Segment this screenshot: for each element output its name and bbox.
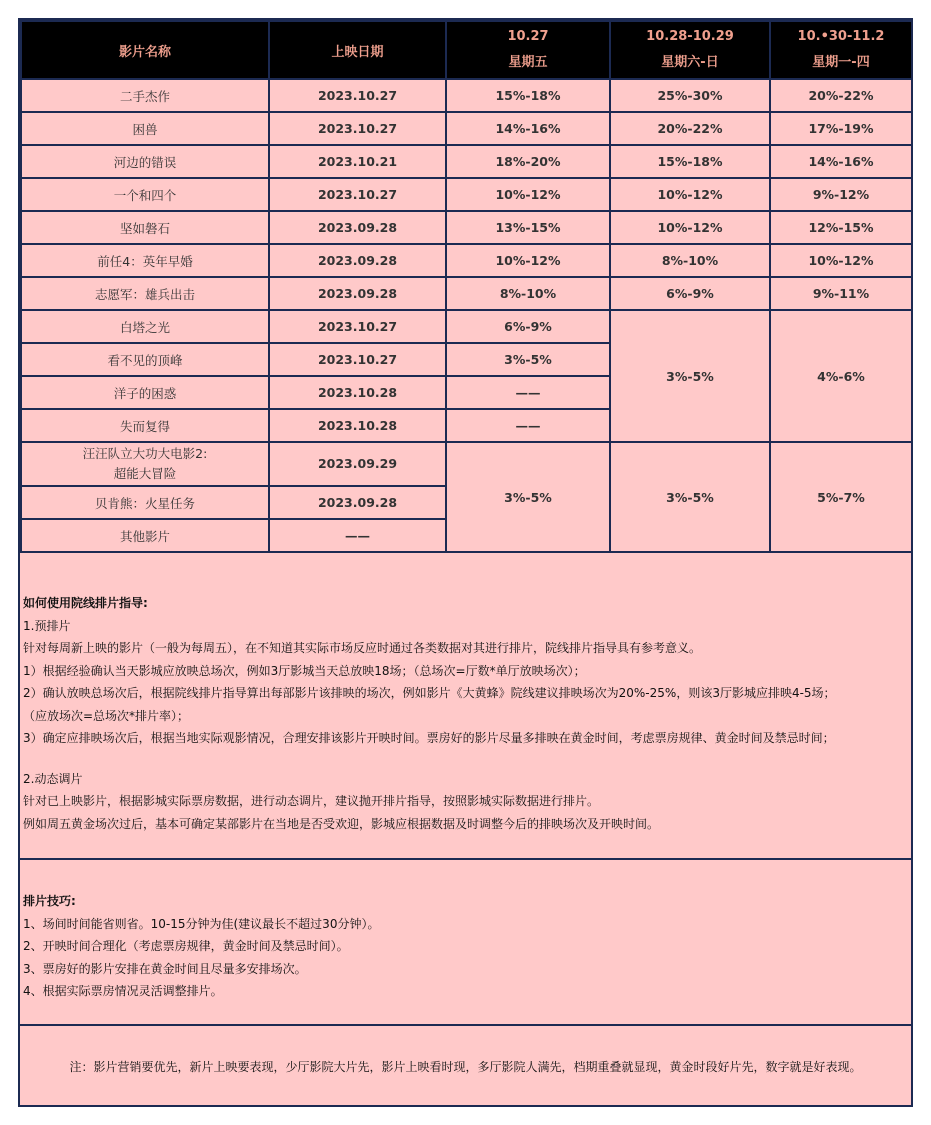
rate-period-2: 6%-9%: [610, 277, 770, 310]
release-date: 2023.10.21: [269, 145, 446, 178]
film-name: 志愿军：雄兵出击: [21, 277, 269, 310]
film-name: 贝肯熊：火星任务: [21, 486, 269, 519]
rate-period-1: 10%-12%: [446, 178, 610, 211]
release-date: 2023.10.27: [269, 112, 446, 145]
table-row: [21, 112, 912, 145]
period-1-date: 10.27: [507, 29, 549, 44]
release-date: 2023.10.27: [269, 178, 446, 211]
table-row: [21, 277, 912, 310]
guide-line: 例如周五黄金场次过后，基本可确定某部影片在当地是否受欢迎，影城应根据数据及时调整今后的排映场次及开映时间。: [23, 816, 660, 831]
rate-period-2: 15%-18%: [610, 145, 770, 178]
guide-line: 3）确定应排映场次后，根据当地实际观影情况，合理安排该影片开映时间。票房好的影片尽量多排映在黄金时间，考虑票房规律、黄金时间及禁忌时间；: [23, 731, 835, 745]
header-period-1: [446, 21, 610, 79]
release-date: 2023.09.29: [269, 442, 446, 486]
rate-period-3: 20%-22%: [770, 79, 912, 112]
release-date: 2023.09.28: [269, 486, 446, 519]
release-date: 2023.10.28: [269, 376, 446, 409]
spacer: [23, 750, 911, 768]
rate-period-1: 14%-16%: [446, 112, 610, 145]
guide-subtitle-preschedule: 1.预排片: [23, 618, 71, 633]
header-period-2: [610, 21, 770, 79]
rate-period-3: 14%-16%: [770, 145, 912, 178]
release-date: 2023.09.28: [269, 277, 446, 310]
release-date: ——: [269, 519, 446, 552]
film-name: 白塔之光: [21, 310, 269, 343]
footer-note: 注：影片营销要优先，新片上映要表现，少厅影院大片先，影片上映看时现，多厅影院人满先，档期重叠就显现，黄金时段好片先，数字就是好表现。: [69, 1060, 862, 1074]
tips-title: 排片技巧:: [23, 894, 76, 908]
release-date: 2023.09.28: [269, 244, 446, 277]
film-name: 洋子的困惑: [21, 376, 269, 409]
header-film-name: 影片名称: [21, 21, 269, 79]
film-name: 一个和四个: [21, 178, 269, 211]
release-date: 2023.09.28: [269, 211, 446, 244]
rate-period-1: 18%-20%: [446, 145, 610, 178]
table-row: [21, 79, 912, 112]
rate-period-2: 25%-30%: [610, 79, 770, 112]
film-name-line-1: 汪汪队立大功大电影2:: [82, 446, 208, 461]
table-row: [21, 211, 912, 244]
film-name: [21, 442, 269, 486]
table-row: [21, 442, 912, 486]
guide-line: 2）确认放映总场次后，根据院线排片指导算出每部影片该排映的场次，例如影片《大黄蜂》院线建议排映场次为20%-25%，则该3厅影城应排映4-5场；: [23, 686, 836, 700]
guide-line: 1）根据经验确认当天影城应放映总场次，例如3厅影城当天总放映18场；（总场次=厅数*单厅放映场次）；: [23, 663, 586, 678]
period-1-day: 星期五: [508, 55, 548, 70]
film-name: 河边的错误: [21, 145, 269, 178]
table-row: [21, 145, 912, 178]
rate-period-1: 8%-10%: [446, 277, 610, 310]
guide-line: （应放场次=总场次*排片率）；: [23, 708, 190, 723]
merged-rate-period-1-group-2: 3%-5%: [446, 442, 610, 552]
note-section: [20, 1026, 911, 1105]
film-name: 其他影片: [21, 519, 269, 552]
period-2-date: 10.28-10.29: [646, 29, 734, 44]
table-row: [21, 178, 912, 211]
rate-period-3: 12%-15%: [770, 211, 912, 244]
table-row: [21, 244, 912, 277]
schedule-table: [20, 20, 913, 553]
rate-period-1: 6%-9%: [446, 310, 610, 343]
table-header-row: [21, 21, 912, 79]
rate-period-1: 13%-15%: [446, 211, 610, 244]
schedule-document: [18, 18, 913, 1107]
guide-title: 如何使用院线排片指导:: [23, 596, 148, 610]
film-name: 二手杰作: [21, 79, 269, 112]
merged-rate-period-2-group-1: 3%-5%: [610, 310, 770, 442]
period-3-day: 星期一-四: [812, 55, 870, 70]
tips-section: [20, 860, 911, 1026]
film-name: 坚如磐石: [21, 211, 269, 244]
rate-period-3: 9%-12%: [770, 178, 912, 211]
rate-period-1: 3%-5%: [446, 343, 610, 376]
rate-period-2: 10%-12%: [610, 211, 770, 244]
guide-subtitle-dynamic: 2.动态调片: [23, 771, 83, 786]
merged-rate-period-3-group-2: 5%-7%: [770, 442, 912, 552]
period-2-day: 星期六-日: [661, 55, 719, 70]
rate-period-2: 8%-10%: [610, 244, 770, 277]
merged-rate-period-2-group-2: 3%-5%: [610, 442, 770, 552]
rate-period-1: ——: [446, 409, 610, 442]
release-date: 2023.10.28: [269, 409, 446, 442]
tip-line: 1、场间时间能省则省。10-15分钟为佳(建议最长不超过30分钟）。: [23, 916, 380, 931]
release-date: 2023.10.27: [269, 343, 446, 376]
rate-period-1: ——: [446, 376, 610, 409]
table-row: [21, 310, 912, 343]
rate-period-1: 15%-18%: [446, 79, 610, 112]
guide-line: 针对已上映影片，根据影城实际票房数据，进行动态调片，建议抛开排片指导，按照影城实际数据进行排片。: [23, 794, 600, 808]
film-name: 前任4：英年早婚: [21, 244, 269, 277]
film-name: 困兽: [21, 112, 269, 145]
tip-line: 4、根据实际票房情况灵活调整排片。: [23, 984, 223, 998]
rate-period-3: 10%-12%: [770, 244, 912, 277]
tip-line: 3、票房好的影片安排在黄金时间且尽量多安排场次。: [23, 961, 307, 976]
guide-line: 针对每周新上映的影片（一般为每周五），在不知道其实际市场反应时通过各类数据对其进行排片，院线排片指导具有参考意义。: [23, 641, 702, 655]
guide-section: [20, 560, 911, 860]
rate-period-2: 20%-22%: [610, 112, 770, 145]
tip-line: 2、开映时间合理化（考虑票房规律，黄金时间及禁忌时间）。: [23, 939, 349, 953]
rate-period-2: 10%-12%: [610, 178, 770, 211]
rate-period-3: 9%-11%: [770, 277, 912, 310]
header-release-date: 上映日期: [269, 21, 446, 79]
release-date: 2023.10.27: [269, 79, 446, 112]
rate-period-1: 10%-12%: [446, 244, 610, 277]
merged-rate-period-3-group-1: 4%-6%: [770, 310, 912, 442]
film-name: 失而复得: [21, 409, 269, 442]
film-name: 看不见的顶峰: [21, 343, 269, 376]
header-period-3: [770, 21, 912, 79]
period-3-date: 10.•30-11.2: [797, 29, 885, 44]
film-name-line-2: 超能大冒险: [113, 466, 177, 481]
rate-period-3: 17%-19%: [770, 112, 912, 145]
release-date: 2023.10.27: [269, 310, 446, 343]
